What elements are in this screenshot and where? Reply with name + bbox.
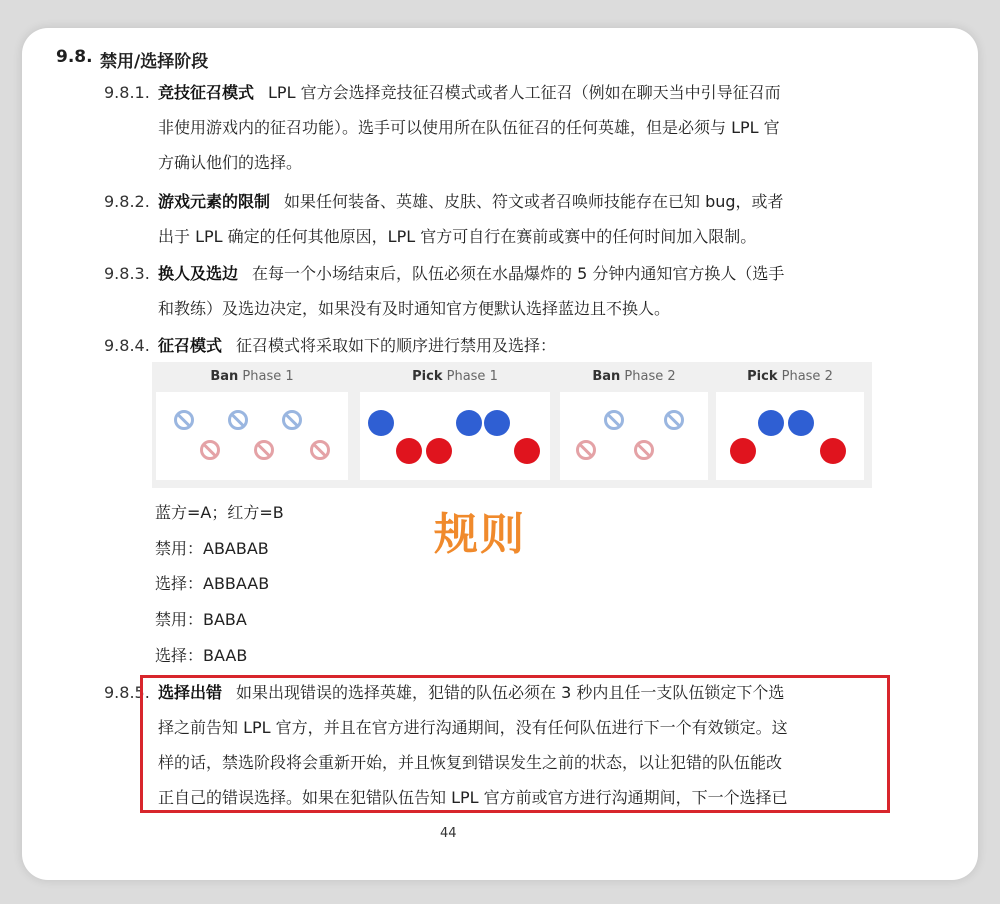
blue-pick-icon [484, 410, 510, 436]
item-heading: 换人及选边 [158, 264, 239, 283]
blue-ban-icon [664, 410, 684, 430]
item-9-8-2-text: 游戏元素的限制 如果任何装备、英雄、皮肤、符文或者召唤师技能存在已知 bug，或者 出于 LPL 确定的任何其他原因，LPL 官方可自行在赛前或赛中的任何时间加入限制。 [158, 192, 784, 246]
phase-title: Pick Phase 1 [412, 369, 498, 384]
item-heading: 选择出错 [158, 683, 223, 702]
red-ban-icon [254, 440, 274, 460]
blue-pick-icon [368, 410, 394, 436]
order-legend: 蓝方=A；红方=B [155, 503, 284, 522]
page-number: 44 [440, 826, 457, 841]
phase-title: Pick Phase 2 [747, 369, 833, 384]
red-pick-icon [396, 438, 422, 464]
item-9-8-5-text: 选择出错 如果出现错误的选择英雄，犯错的队伍必须在 3 秒内且任一支队伍锁定下个选 择之前告知 LPL 官方，并且在官方进行沟通期间，没有任何队伍进行下一个有效锁定。这 样的话，禁选阶段将会重新开始，并且恢复到错误发生之前的状态，以让犯错的队伍能改 正自己的错误选择。如果在犯错队伍告知 LPL 官方前或官方进行沟通期间，下一个选择已 [158, 683, 788, 807]
item-number-9-8-5: 9.8.5. [104, 683, 150, 702]
blue-ban-icon [228, 410, 248, 430]
blue-ban-icon [282, 410, 302, 430]
item-9-8-3-text: 换人及选边 在每一个小场结束后，队伍必须在水晶爆炸的 5 分钟内通知官方换人（选手 和教练）及选边决定，如果没有及时通知官方便默认选择蓝边且不换人。 [158, 264, 785, 318]
item-number-9-8-2: 9.8.2. [104, 192, 150, 211]
red-ban-icon [310, 440, 330, 460]
red-pick-icon [426, 438, 452, 464]
order-pick-2: 选择：BAAB [155, 646, 248, 665]
blue-pick-icon [758, 410, 784, 436]
red-pick-icon [820, 438, 846, 464]
phase-box [156, 392, 348, 480]
phase-ban-1 [156, 362, 348, 488]
phase-box [360, 392, 550, 480]
phase-pick-2 [716, 362, 864, 488]
draft-phase-diagram [152, 362, 872, 488]
red-pick-icon [730, 438, 756, 464]
phase-box [560, 392, 708, 480]
red-ban-icon [200, 440, 220, 460]
item-heading: 征召模式 [158, 336, 223, 355]
item-heading: 游戏元素的限制 [158, 192, 271, 211]
item-9-8-1-text: 竞技征召模式 LPL 官方会选择竞技征召模式或者人工征召（例如在聊天当中引导征召而 非使用游戏内的征召功能）。选手可以使用所在队伍征召的任何英雄，但是必须与 LPL 官 方确认他们的选择。 [158, 83, 781, 172]
item-9-8-4-text: 征召模式 征召模式将采取如下的顺序进行禁用及选择： [158, 336, 557, 355]
red-pick-icon [514, 438, 540, 464]
item-heading: 竞技征召模式 [158, 83, 255, 102]
phase-title: Ban Phase 1 [210, 369, 294, 384]
item-number-9-8-4: 9.8.4. [104, 336, 150, 355]
phase-box [716, 392, 864, 480]
phase-pick-1 [360, 362, 550, 488]
item-number-9-8-1: 9.8.1. [104, 83, 150, 102]
blue-ban-icon [174, 410, 194, 430]
blue-ban-icon [604, 410, 624, 430]
red-ban-icon [576, 440, 596, 460]
phase-title: Ban Phase 2 [592, 369, 676, 384]
watermark-text: 规则 [434, 509, 526, 560]
section-number: 9.8. [56, 47, 93, 67]
blue-pick-icon [456, 410, 482, 436]
order-ban-1: 禁用：ABABAB [155, 539, 269, 558]
section-title: 禁用/选择阶段 [100, 52, 209, 72]
red-ban-icon [634, 440, 654, 460]
phase-ban-2 [560, 362, 708, 488]
item-number-9-8-3: 9.8.3. [104, 264, 150, 283]
order-ban-2: 禁用：BABA [155, 610, 247, 629]
blue-pick-icon [788, 410, 814, 436]
order-pick-1: 选择：ABBAAB [155, 574, 270, 593]
